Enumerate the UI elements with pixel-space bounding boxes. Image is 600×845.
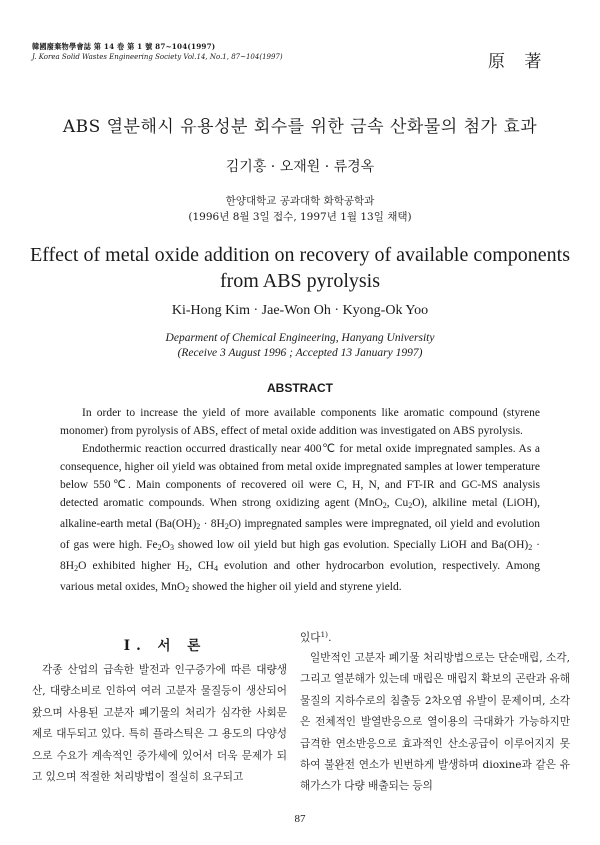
dates-english: (Receive 3 August 1996 ; Accepted 13 January 1997) [177,347,423,359]
journal-header-english: J. Korea Solid Wastes Engineering Society Vol.14, No.1, 87~104(1997) [32,53,283,61]
journal-header-korean: 韓國廢棄物學會誌 第 14 卷 第 1 號 87~104(1997) [32,42,216,51]
introduction-right-continuation: 있다$^{1)}$. [300,630,332,644]
title-english-line1: Effect of metal oxide addition on recovery of available components [30,244,570,266]
abstract-paragraph-1: In order to increase the yield of more available components like aromatic compound (styrene monomer) from pyrolysis of ABS, effect of metal oxide addition was investigated on ABS pyrolysis. [60,407,540,437]
title-korean: ABS 열분해시 유용성분 회수를 위한 금속 산화물의 첨가 효과 [62,117,538,137]
section-heading-introduction: I. 서 론 [123,638,207,654]
title-english [0,242,600,294]
affiliation-korean-name: 한양대학교 공과대학 화학공학과 [225,195,375,207]
affiliation-english-name: Deparment of Chemical Engineering, Hanyang University [165,332,435,344]
introduction-paragraph-1: 각종 산업의 급속한 발전과 인구증가에 따른 대량생산, 대량소비로 인하여 여러 고분자 물질등이 생산되어 왔으며 사용된 고분자 폐기물의 처리가 심각한 사회문제로 대두되고 있다. 특히 플라스틱은 그 용도의 다양성으로 수요가 계속적인 증가세에 있어서 더욱 문제가 되고 있으며 적절한 처리방법이 절실히 요구되고 [32,664,287,784]
introduction-paragraph-2: 일반적인 고분자 폐기물 처리방법으로는 단순매립, 소각, 그리고 열분해가 있는데 매립은 매립지 확보의 곤란과 유해물질의 지하수로의 침출등 2차오염 유발이 문제이며, 소각은 전체적인 발열반응으로 열이용의 극대화가 가능하지만 급격한 연소반응으로 효과적인 산소공급이 이루어지지 못하여 불완전 연소가 빈번하게 발생하며 dioxine과 같은 유해가스가 다량 배출되는 등의 [300,652,570,793]
page-number: 87 [294,813,306,825]
introduction-left-column [32,660,287,788]
introduction-right-column [300,648,570,798]
affiliation-english [0,331,600,361]
affiliation-korean [0,193,600,225]
title-english-line2: from ABS pyrolysis [219,270,381,292]
abstract-paragraph-2: Endothermic reaction occurred drastically near 400℃ for metal oxide impregnated samples. As a consequence, higher oil yield was obtained from metal oxide impregnated samples at lower temperature below 550℃. Main components of recovered oil were C, H, N, and FT-IR and GC-MS analysis detected aromatic compounds. When strong oxidizing agent (MnO$_2$, $Cu_2O$), alkiline metal (LiOH), alkaline-earth metal $(Ba(OH)_2 \cdot 8H_2O)$ impregnated samples were impregnated, oil yield and evolution of gas were high. $Fe_2O_3$ showed low oil yield but high gas evolution. Specially LiOH and $Ba(OH)_2 \cdot 8H_2O$ exhibited higher $H_2$, $CH_4$ evolution and other hydrocarbon evolution, respectively. Among various metal oxides, MnO$_2$ showed the higher oil yield and styrene yield. [60,443,541,594]
authors-english: Ki-Hong Kim · Jae-Won Oh · Kyong-Ok Yoo [171,303,429,318]
authors-korean: 김기홍 · 오재원 · 류경옥 [225,159,375,175]
dates-korean: (1996년 8월 3일 접수, 1997년 1월 13일 채택) [188,211,412,223]
reference-marker: 1) [320,630,329,639]
article-category: 原 著 [488,52,549,72]
abstract-body [60,404,540,599]
abstract-heading: ABSTRACT [267,381,333,395]
